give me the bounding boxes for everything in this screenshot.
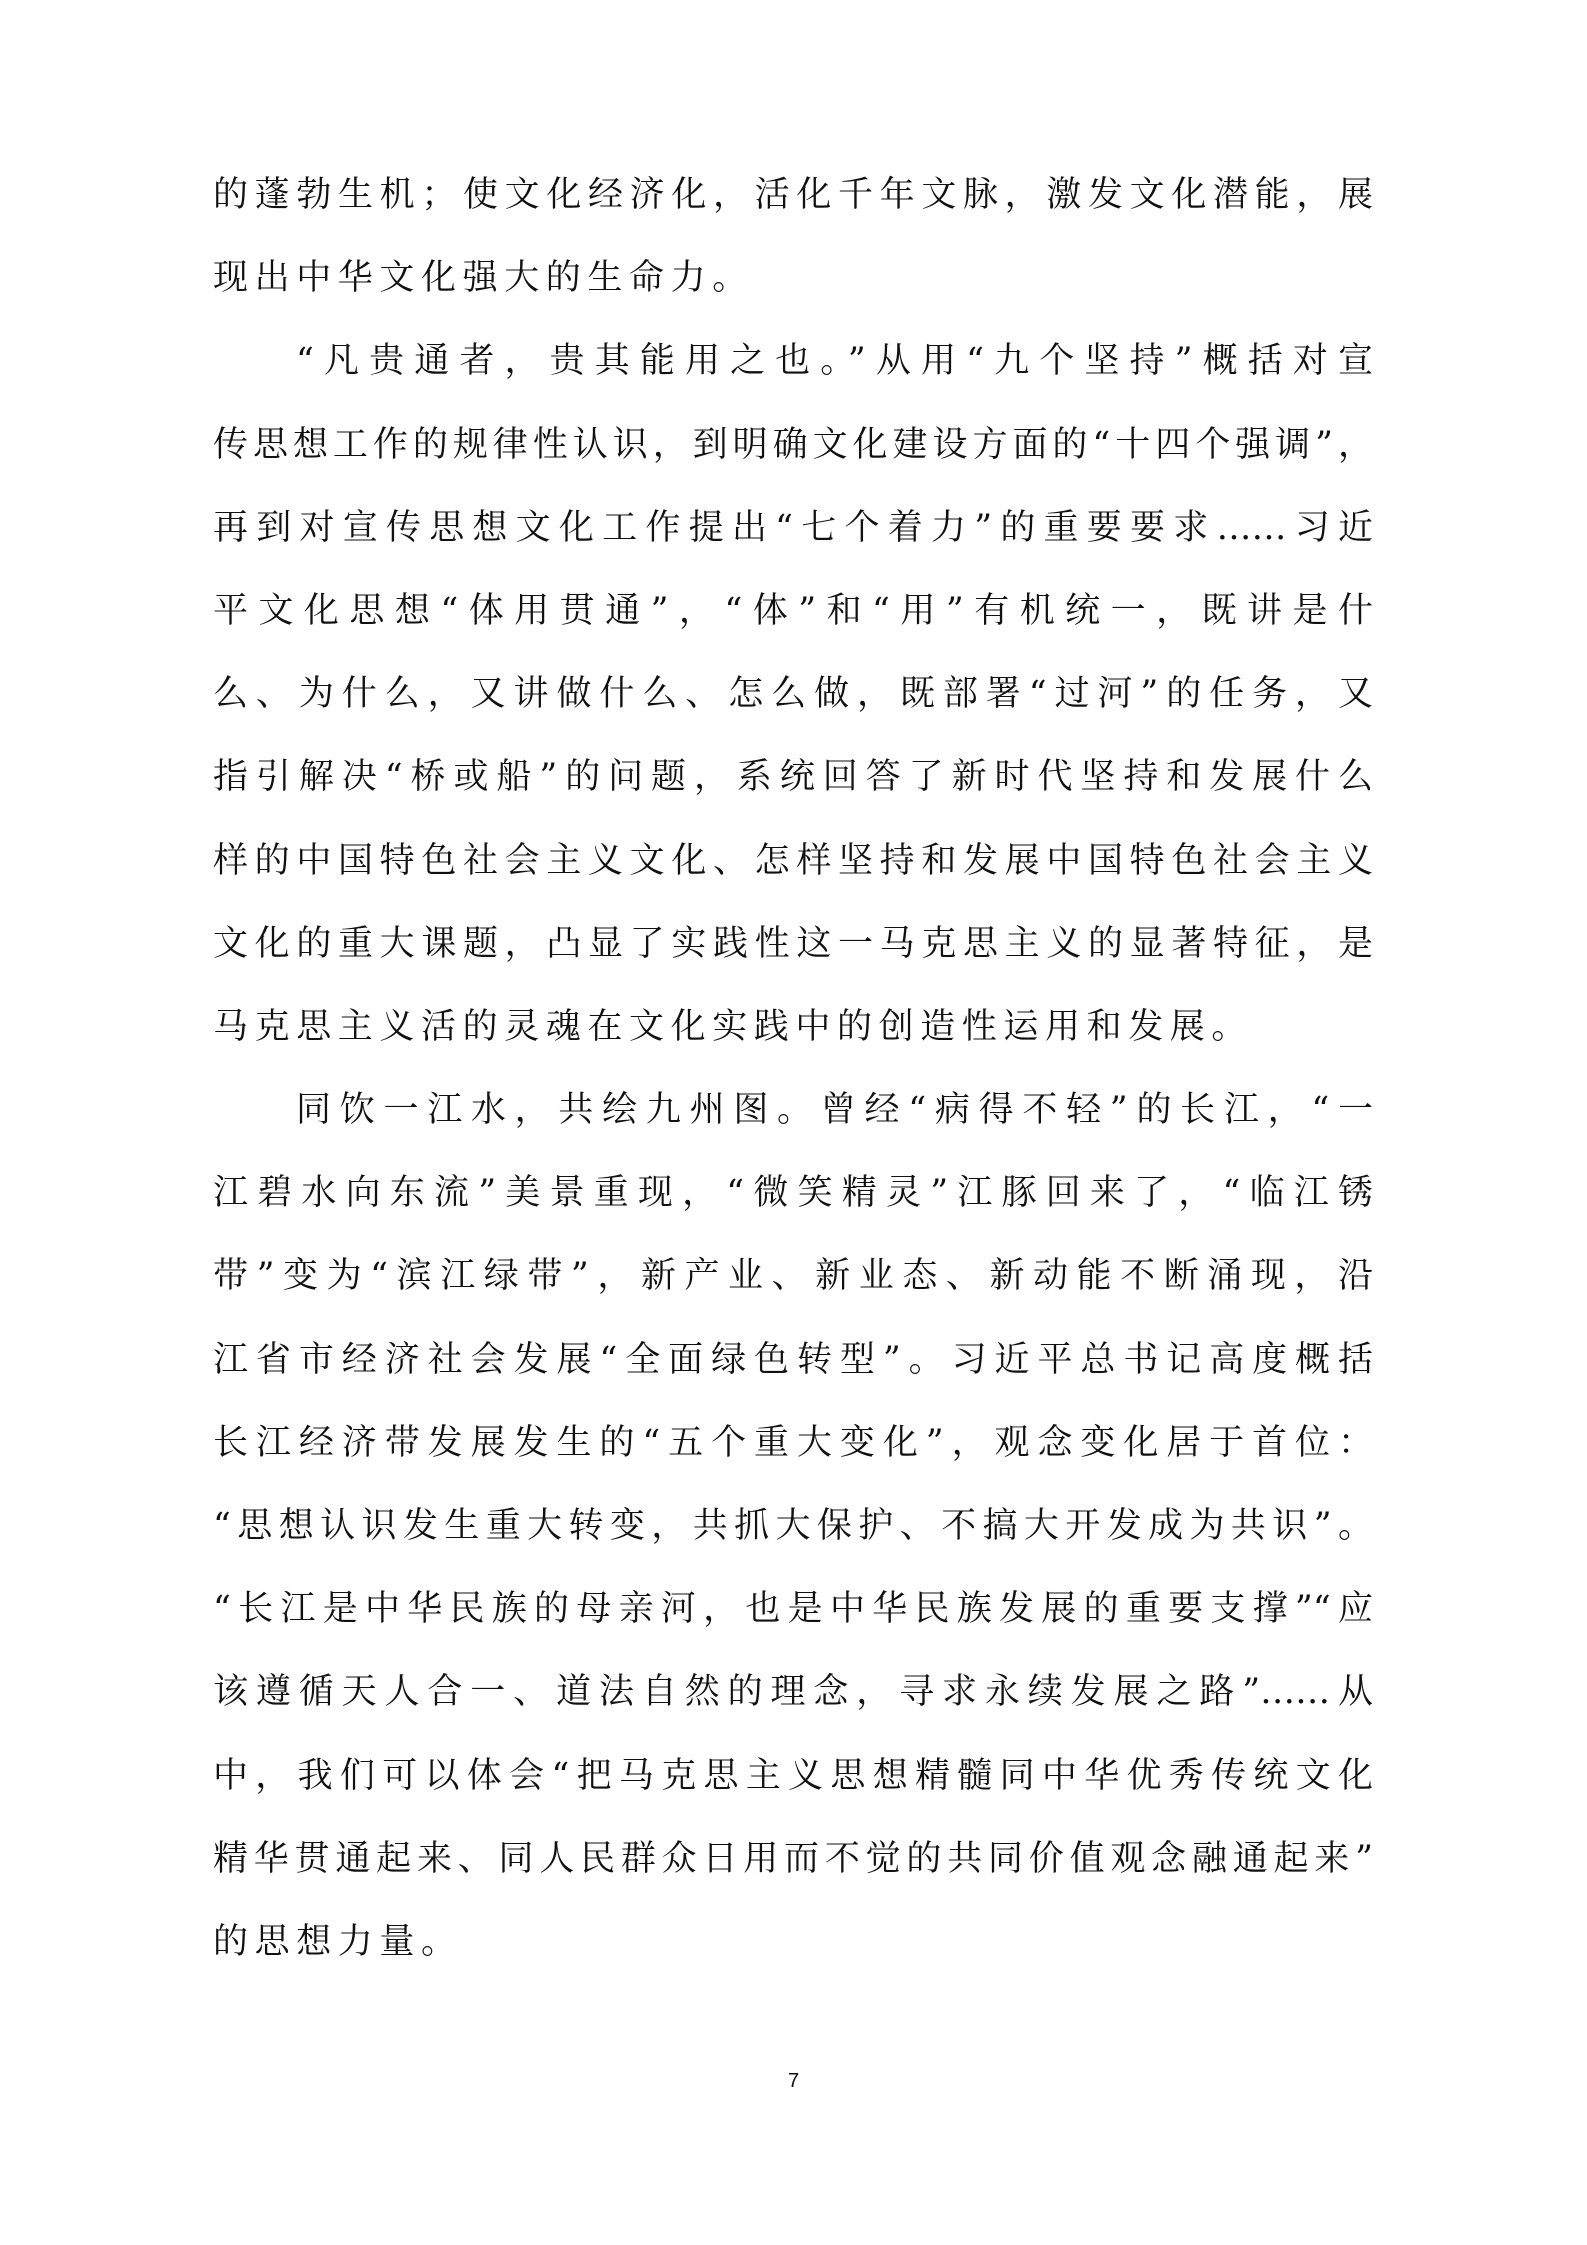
text-line: 江碧水向东流”美景重现，“微笑精灵”江豚回来了，“临江锈: [213, 1173, 1373, 1214]
page-number: 7: [787, 2070, 800, 2092]
text-line: “凡贵通者，贵其能用之也。”从用“九个坚持”概括对宣: [296, 341, 1373, 382]
text-line: 的蓬勃生机；使文化经济化，活化千年文脉，激发文化潜能，展: [213, 175, 1373, 215]
text-line: 长江经济带发展发生的“五个重大变化”，观念变化居于首位：: [213, 1422, 1373, 1463]
text-line: 江省市经济社会发展“全面绿色转型”。习近平总书记高度概括: [213, 1339, 1373, 1380]
text-line: 带”变为“滨江绿带”，新产业、新业态、新动能不断涌现，沿: [213, 1256, 1373, 1297]
text-line: 平文化思想“体用贯通”，“体”和“用”有机统一，既讲是什: [213, 590, 1373, 631]
text-line: 现出中华文化强大的生命力。: [213, 258, 754, 299]
text-line: “长江是中华民族的母亲河，也是中华民族发展的重要支撑”“应: [213, 1589, 1373, 1630]
text-line: 再到对宣传思想文化工作提出“七个着力”的重要要求……习近: [213, 507, 1373, 548]
text-line: 么、为什么，又讲做什么、怎么做，既部署“过河”的任务，又: [213, 674, 1373, 715]
text-line: 精华贯通起来、同人民群众日用而不觉的共同价值观念融通起来”: [213, 1838, 1373, 1879]
body-text: [213, 170, 1373, 2000]
paragraph-3: [213, 1085, 1373, 2000]
text-line: 传思想工作的规律性认识，到明确文化建设方面的“十四个强调”，: [213, 424, 1373, 465]
text-line: 中，我们可以体会“把马克思主义思想精髓同中华优秀传统文化: [213, 1755, 1373, 1796]
text-line: 该遵循天人合一、道法自然的理念，寻求永续发展之路”……从: [213, 1672, 1373, 1713]
text-line: 马克思主义活的灵魂在文化实践中的创造性运用和发展。: [213, 1006, 1254, 1047]
paragraph-1: [213, 170, 1373, 336]
text-line: 的思想力量。: [213, 1921, 463, 1962]
text-line: “思想认识发生重大转变，共抓大保护、不搞大开发成为共识”。: [213, 1506, 1373, 1546]
text-line: 样的中国特色社会主义文化、怎样坚持和发展中国特色社会主义: [213, 840, 1373, 881]
text-line: 指引解决“桥或船”的问题，系统回答了新时代坚持和发展什么: [213, 757, 1373, 798]
paragraph-2: [213, 336, 1373, 1085]
text-line: 同饮一江水，共绘九州图。曾经“病得不轻”的长江，“一: [296, 1090, 1373, 1131]
text-line: 文化的重大课题，凸显了实践性这一马克思主义的显著特征，是: [213, 923, 1373, 964]
